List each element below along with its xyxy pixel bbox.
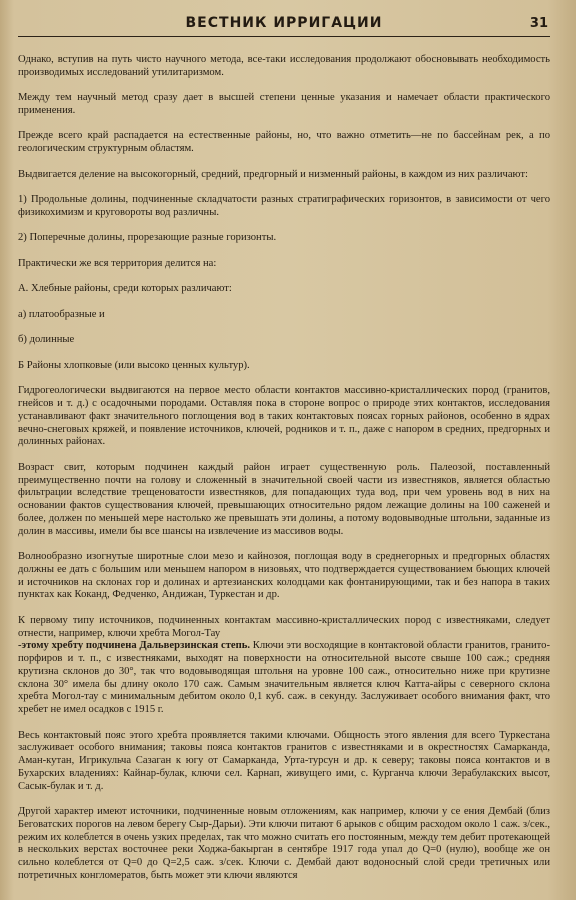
paragraph-9	[18, 615, 550, 717]
journal-title: ВЕСТНИК ИРРИГАЦИИ	[185, 15, 383, 31]
paragraph-9-start: К первому типу источников, подчиненных контактам массивно-кристаллических пород с известняками, следует отнести, например, ключи хребта Могол-Тау	[18, 614, 550, 639]
list-item-a: А. Хлебные районы, среди которых различают:	[18, 283, 232, 295]
page-number: 31	[529, 16, 548, 31]
paragraph-3: Прежде всего край распадается на естественные районы, но, что важно отметить—не по бассейнам рек, а по геологическим структурным областям.	[18, 130, 550, 154]
list-item-b: Б Районы хлопковые (или высоко ценных культур).	[18, 359, 250, 371]
paragraph-7: Возраст свит, которым подчинен каждый район играет существенную роль. Палеозой, поставленный преимущественно почти на голову и сложенный в значительной своей части из известняков, является областью фильтрации вследствие трещеноватости известняков, для попадающих туда вод, при чем уровень вод в них на основании фактов существования ключей, превышающих относительно рядом лежащие долины на 100 саженей и более, должен по меньшей мере настолько же превышать эти долины, а потому водовыводные штольни, заданные из долин в массивы, имели бы все шансы на извлечение из массивов воды.	[18, 461, 550, 537]
paragraph-1: Однако, вступив на путь чисто научного метода, все-таки исследования продолжают обосновывать необходимость производимых исследований утилитаризмом.	[18, 53, 550, 78]
list-item-2: 2) Поперечные долины, прорезающие разные горизонты.	[18, 232, 277, 244]
paragraph-6: Гидрогеологически выдвигаются на первое место области контактов массивно-кристаллических пород (гранитов, гнейсов и т. д.) с осадочными породами. Оставляя пока в стороне вопрос о природе этих контактов, исследования устанавливают факт значительного поглощения вод в таких контактовых поясах горных районов, особенно в ядрах вечно-снеговых кряжей, и появление источников, ключей, родников и т. п., даже с напором в средних, предгорных и долинных районах.	[18, 385, 550, 448]
paragraph-4: Выдвигается деление на высокогорный, средний, предгорный и низменный районы, в каждом из них различают:	[18, 168, 528, 180]
paragraph-9-continued: Ключи эти восходящие в контактовой области гранитов, гранито-порфиров и т. п., с известняками, выходят на поверхности на относительной высоте свыше 100 саж.; средняя крутизна склонов до 30°, так что водовыводящая штольня на уровне 100 саж., относительно ниже при крутизне склона 30° имела бы длину около 170 саж. Самым значительным является ключ Катта-айры с северного склона хребта Могол-тау с минимальным дебитом около 0,1 куб. саж. в секунду. Заслуживает особого внимания факт, что хребет не имел осадков с 1915 г.	[18, 640, 550, 715]
paragraph-5: Практически же вся территория делится на:	[18, 257, 217, 269]
paragraph-11: Другой характер имеют источники, подчиненные новым отложениям, как например, ключи у се ения Дембай (близ Беговатских порогов на левом берегу Сыр-Дарьи). Эти ключи питают 6 арыков с общим расходом около 1 саж. з/сек., режим их колеблется в очень узких пределах, так что можно считать его постоянным, между тем дебит протекающей в нескольких верстах восточнее реки Ходжа-бакырган в сентябре 1917 года упал до Q=0 (нулю), вообще же он сильно колеблется от Q=0 до Q=2,5 саж. з/сек. Ключи с. Дембай дают водоносный слой среди третичных или потретичных конгломератов, быть может эти ключи являются	[18, 806, 550, 881]
paragraph-2: Между тем научный метод сразу дает в высшей степени ценные указания и намечает области практического применения.	[18, 92, 550, 116]
list-subitem-a: а) платообразные и	[18, 308, 105, 320]
paragraph-8: Волнообразно изогнутые широтные слои мезо и кайнозоя, поглощая воду в среднегорных и предгорных областях должны ее дать с большим или меньшем напором в низовьях, что подтверждается существованием бьющих ключей и источников на склонах гор и долинах и артезианских колодцами как фонтанирующими, так и без напора в таких пунктах как Коканд, Федченко, Андижан, Туркестан и др.	[18, 551, 550, 601]
running-header	[18, 14, 550, 37]
paragraph-10: Весь контактовый пояс этого хребта проявляется такими ключами. Общность этого явления для всего Туркестана заслуживает особого внимания; таковы пояса контактов гранитов с известняками и в окрестностях Самарканда, Аман-кутан, Игрикульча Сазаган к югу от Самарканда, Урта-турсун и др. к северу; таковы пояса контактов и в Бухарских владениях: Кайнар-булак, ключи сел. Карнап, живущего ими, с. Курганча ключи Зерабулакских высот, Сасык-булак и т. д.	[18, 729, 550, 792]
bold-phrase: -этому хребту подчинена Дальверзинская степь.	[18, 640, 250, 652]
list-item-1: 1) Продольные долины, подчиненные складчатости разных стратиграфических горизонтов, в зависимости от чего физикохимизм и круговороты вод различны.	[18, 194, 550, 218]
article-body	[18, 41, 550, 895]
list-subitem-b: б) долинные	[18, 334, 75, 346]
